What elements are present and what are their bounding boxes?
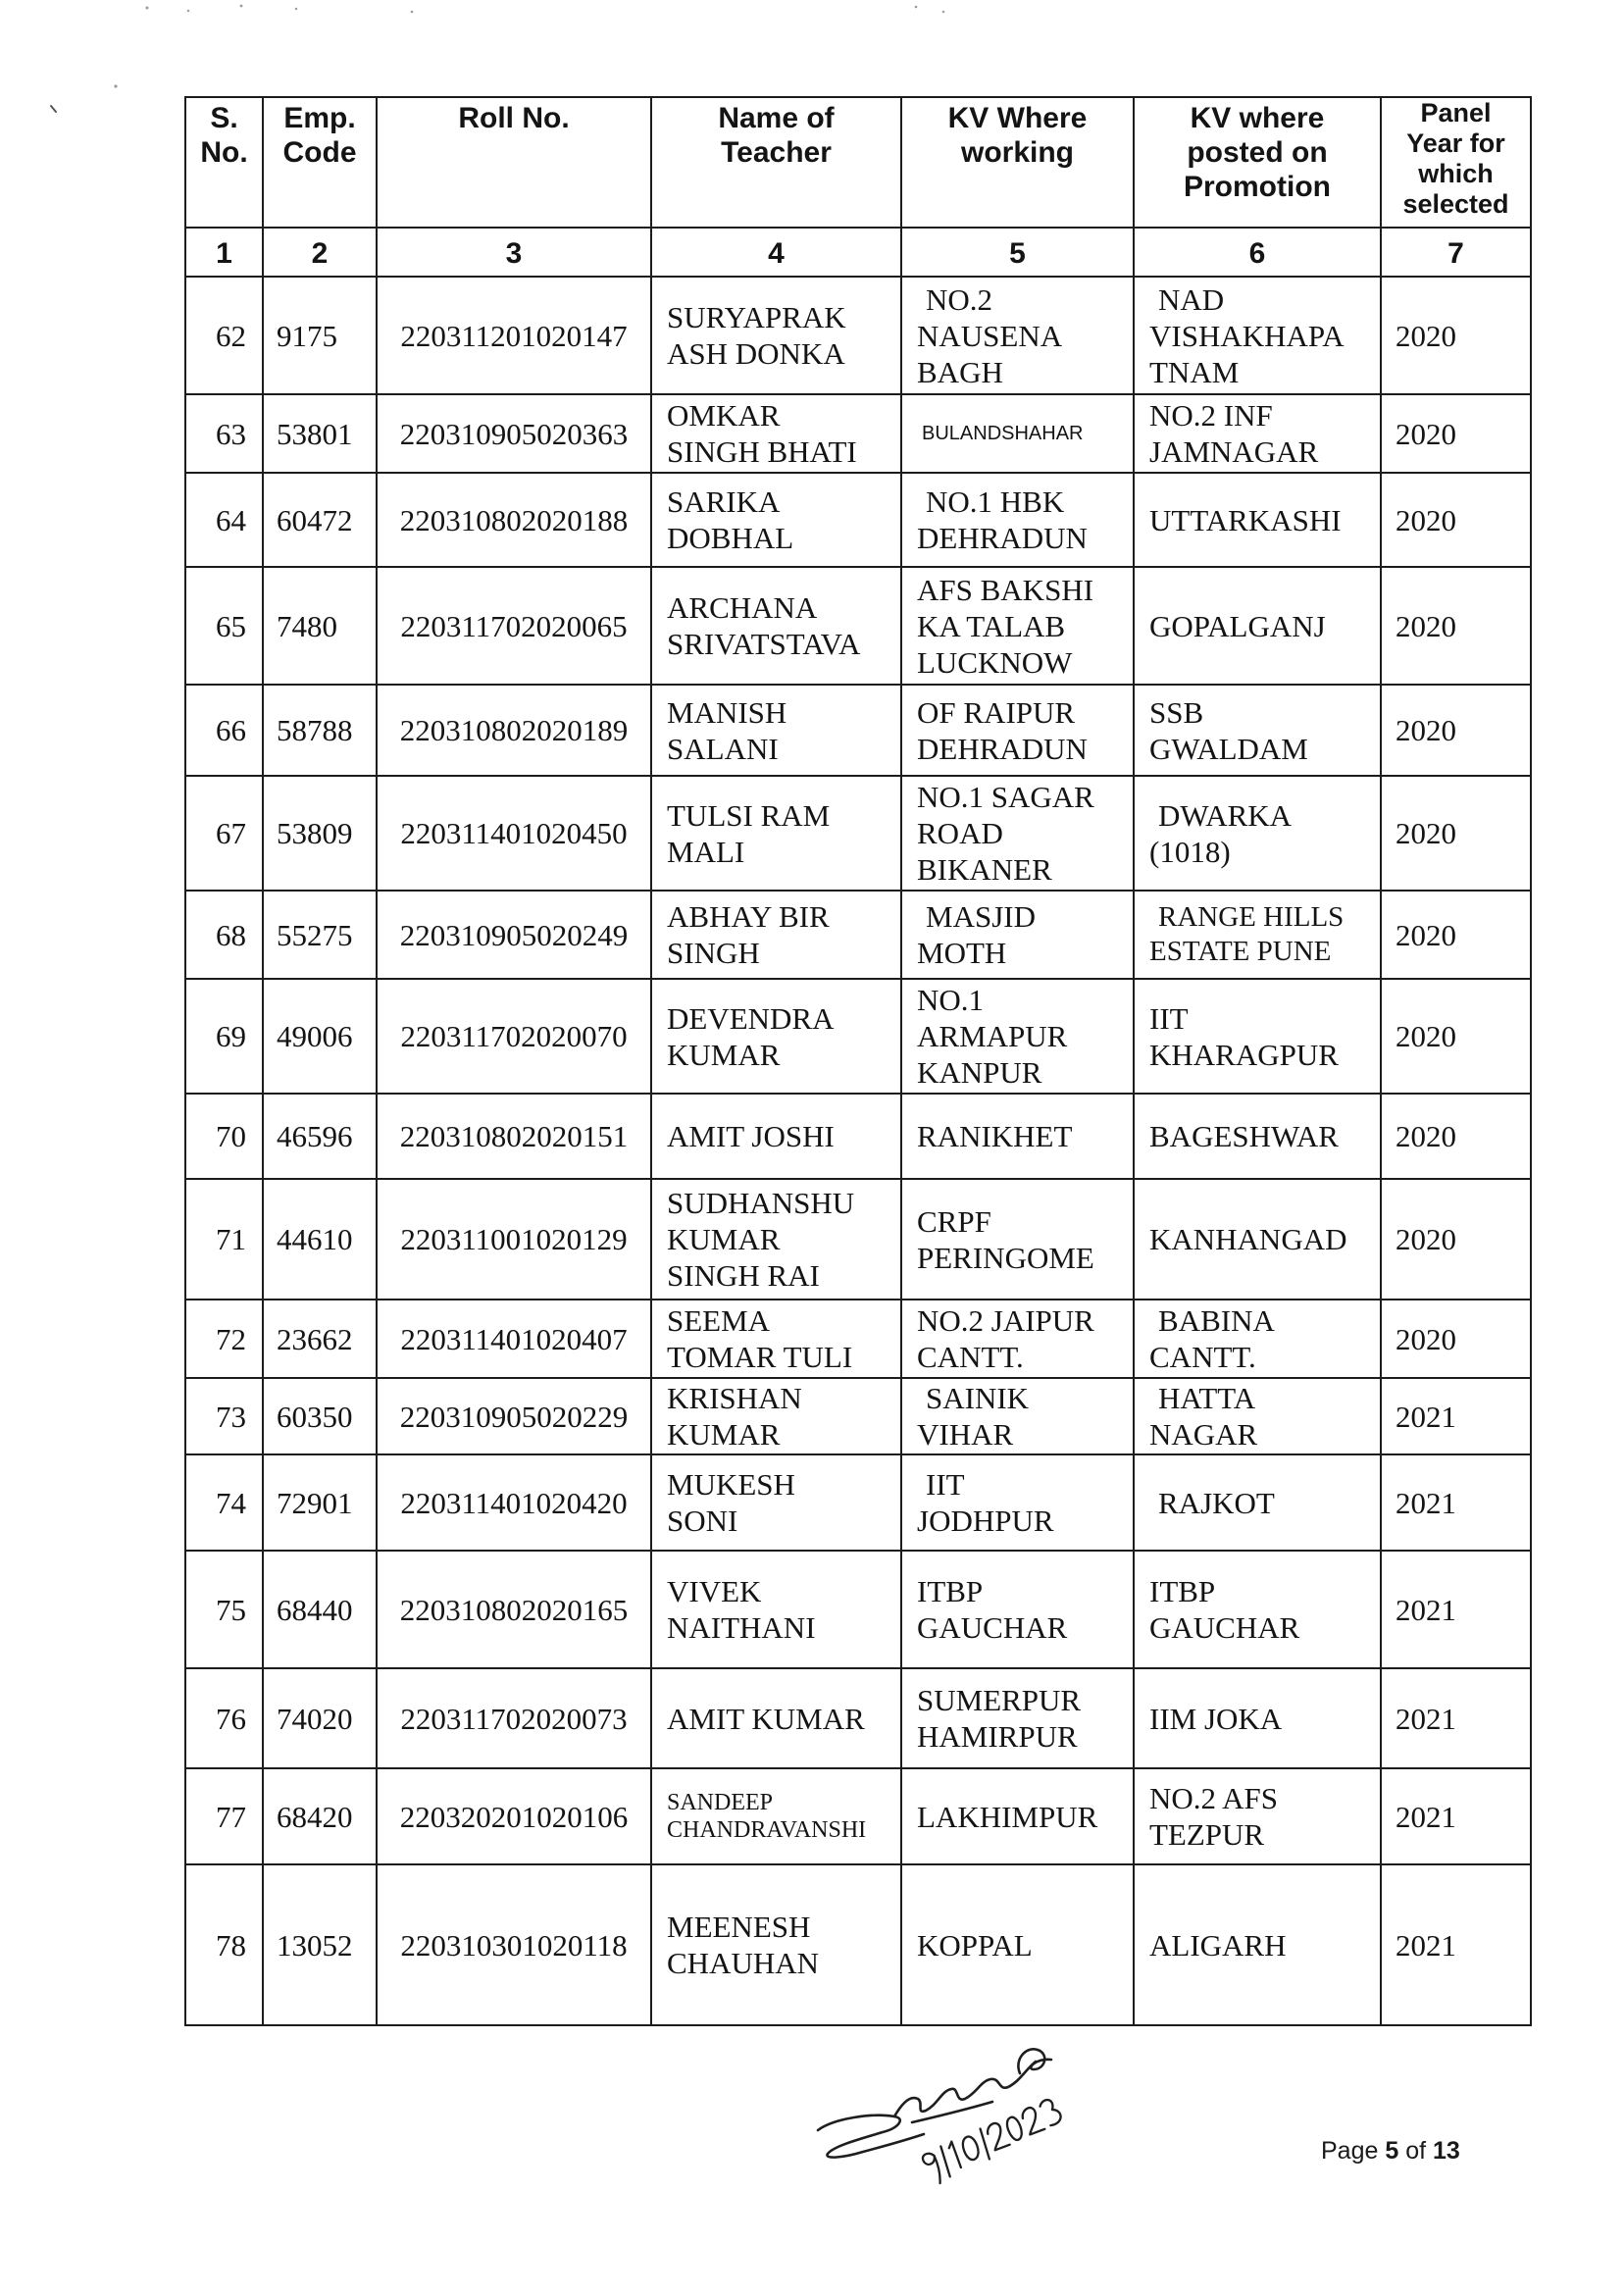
cell-kv-working: SUMERPUR HAMIRPUR [901, 1668, 1134, 1768]
table-row [185, 1551, 1531, 1668]
table-row [185, 1094, 1531, 1179]
cell-kv-working: MASJID MOTH [901, 891, 1134, 979]
cell-kv-promotion: SSB GWALDAM [1134, 685, 1381, 776]
cell-kv-working: LAKHIMPUR [901, 1768, 1134, 1864]
cell-emp-code: 72901 [263, 1454, 377, 1551]
cell-kv-promotion: NAD VISHAKHAPA TNAM [1134, 277, 1381, 394]
cell-roll-number: 220310905020363 [377, 394, 651, 473]
header-teacher-name: Name of Teacher [651, 97, 901, 228]
column-number: 1 [185, 228, 263, 277]
signature [804, 2040, 1098, 2197]
cell-panel-year: 2020 [1381, 1300, 1531, 1378]
column-number: 4 [651, 228, 901, 277]
cell-panel-year: 2021 [1381, 1551, 1531, 1668]
cell-kv-working: NO.2 NAUSENA BAGH [901, 277, 1134, 394]
cell-kv-promotion: NO.2 AFS TEZPUR [1134, 1768, 1381, 1864]
scan-speck [411, 11, 414, 14]
cell-roll-number: 220310301020118 [377, 1864, 651, 2025]
cell-panel-year: 2020 [1381, 776, 1531, 891]
cell-roll-number: 220310905020249 [377, 891, 651, 979]
column-number: 5 [901, 228, 1134, 277]
table-row [185, 979, 1531, 1094]
cell-emp-code: 53809 [263, 776, 377, 891]
cell-kv-promotion: GOPALGANJ [1134, 567, 1381, 685]
cell-serial-number: 78 [185, 1864, 263, 2025]
cell-teacher-name: VIVEK NAITHANI [651, 1551, 901, 1668]
table-row [185, 1454, 1531, 1551]
cell-serial-number: 63 [185, 394, 263, 473]
cell-serial-number: 67 [185, 776, 263, 891]
cell-teacher-name: MANISH SALANI [651, 685, 901, 776]
page-label: Page [1321, 2137, 1379, 2165]
header-row [185, 97, 1531, 228]
column-number: 2 [263, 228, 377, 277]
cell-teacher-name: ABHAY BIR SINGH [651, 891, 901, 979]
cell-kv-working: NO.1 SAGAR ROAD BIKANER [901, 776, 1134, 891]
cell-emp-code: 74020 [263, 1668, 377, 1768]
cell-teacher-name: ARCHANA SRIVATSTAVA [651, 567, 901, 685]
cell-roll-number: 220310905020229 [377, 1378, 651, 1454]
table-row [185, 685, 1531, 776]
cell-teacher-name: DEVENDRA KUMAR [651, 979, 901, 1094]
cell-teacher-name: SANDEEP CHANDRAVANSHI [651, 1768, 901, 1864]
cell-kv-promotion: IIM JOKA [1134, 1668, 1381, 1768]
cell-panel-year: 2020 [1381, 394, 1531, 473]
scan-speck [114, 84, 117, 87]
scan-speck [240, 5, 243, 8]
cell-panel-year: 2020 [1381, 567, 1531, 685]
cell-teacher-name: OMKAR SINGH BHATI [651, 394, 901, 473]
cell-emp-code: 68440 [263, 1551, 377, 1668]
cell-roll-number: 220311702020070 [377, 979, 651, 1094]
cell-kv-working: IIT JODHPUR [901, 1454, 1134, 1551]
promotion-panel-table [184, 96, 1532, 2026]
cell-teacher-name: SEEMA TOMAR TULI [651, 1300, 901, 1378]
cell-panel-year: 2020 [1381, 1179, 1531, 1300]
cell-panel-year: 2020 [1381, 891, 1531, 979]
header-roll-number: Roll No. [377, 97, 651, 228]
cell-emp-code: 23662 [263, 1300, 377, 1378]
cell-roll-number: 220311401020420 [377, 1454, 651, 1551]
cell-kv-working: ITBP GAUCHAR [901, 1551, 1134, 1668]
scan-speck [942, 11, 944, 13]
table-row [185, 1864, 1531, 2025]
cell-kv-working: NO.2 JAIPUR CANTT. [901, 1300, 1134, 1378]
cell-teacher-name: AMIT KUMAR [651, 1668, 901, 1768]
table-row [185, 776, 1531, 891]
cell-serial-number: 71 [185, 1179, 263, 1300]
cell-kv-promotion: HATTA NAGAR [1134, 1378, 1381, 1454]
cell-serial-number: 73 [185, 1378, 263, 1454]
cell-kv-promotion: KANHANGAD [1134, 1179, 1381, 1300]
table-row [185, 1179, 1531, 1300]
page-number [1321, 2134, 1460, 2167]
table-row [185, 567, 1531, 685]
scan-speck [51, 106, 56, 112]
scan-speck [146, 7, 149, 10]
table-row [185, 277, 1531, 394]
table-row [185, 1300, 1531, 1378]
cell-panel-year: 2021 [1381, 1768, 1531, 1864]
table-row [185, 394, 1531, 473]
cell-kv-promotion: UTTARKASHI [1134, 473, 1381, 567]
cell-teacher-name: SURYAPRAK ASH DONKA [651, 277, 901, 394]
cell-emp-code: 46596 [263, 1094, 377, 1179]
cell-emp-code: 44610 [263, 1179, 377, 1300]
cell-panel-year: 2021 [1381, 1454, 1531, 1551]
cell-kv-working: RANIKHET [901, 1094, 1134, 1179]
cell-roll-number: 220310802020189 [377, 685, 651, 776]
page-of-label: of [1405, 2137, 1427, 2165]
cell-kv-working: BULANDSHAHAR [901, 394, 1134, 473]
cell-kv-working: NO.1 HBK DEHRADUN [901, 473, 1134, 567]
cell-kv-working: SAINIK VIHAR [901, 1378, 1134, 1454]
cell-panel-year: 2020 [1381, 277, 1531, 394]
cell-roll-number: 220311001020129 [377, 1179, 651, 1300]
cell-serial-number: 76 [185, 1668, 263, 1768]
cell-roll-number: 220310802020151 [377, 1094, 651, 1179]
cell-panel-year: 2020 [1381, 979, 1531, 1094]
cell-serial-number: 77 [185, 1768, 263, 1864]
header-panel-year: Panel Year for which selected [1381, 97, 1531, 228]
cell-kv-promotion: NO.2 INF JAMNAGAR [1134, 394, 1381, 473]
cell-serial-number: 70 [185, 1094, 263, 1179]
table-row [185, 1668, 1531, 1768]
cell-serial-number: 69 [185, 979, 263, 1094]
cell-teacher-name: SUDHANSHU KUMAR SINGH RAI [651, 1179, 901, 1300]
table-row [185, 1378, 1531, 1454]
cell-emp-code: 13052 [263, 1864, 377, 2025]
cell-kv-working: OF RAIPUR DEHRADUN [901, 685, 1134, 776]
header-kv-working: KV Where working [901, 97, 1134, 228]
column-number: 6 [1134, 228, 1381, 277]
cell-serial-number: 68 [185, 891, 263, 979]
cell-emp-code: 55275 [263, 891, 377, 979]
cell-serial-number: 66 [185, 685, 263, 776]
cell-kv-promotion: ITBP GAUCHAR [1134, 1551, 1381, 1668]
cell-serial-number: 65 [185, 567, 263, 685]
cell-roll-number: 220311702020073 [377, 1668, 651, 1768]
cell-emp-code: 53801 [263, 394, 377, 473]
cell-teacher-name: TULSI RAM MALI [651, 776, 901, 891]
cell-panel-year: 2020 [1381, 685, 1531, 776]
cell-emp-code: 58788 [263, 685, 377, 776]
signature-date [921, 2097, 1066, 2186]
cell-panel-year: 2020 [1381, 473, 1531, 567]
cell-serial-number: 62 [185, 277, 263, 394]
current-page: 5 [1385, 2137, 1399, 2165]
cell-panel-year: 2021 [1381, 1378, 1531, 1454]
cell-kv-promotion: RAJKOT [1134, 1454, 1381, 1551]
cell-teacher-name: MEENESH CHAUHAN [651, 1864, 901, 2025]
scan-speck [295, 8, 297, 10]
header-serial-number: S. No. [185, 97, 263, 228]
cell-kv-working: KOPPAL [901, 1864, 1134, 2025]
cell-kv-promotion: RANGE HILLS ESTATE PUNE [1134, 891, 1381, 979]
cell-roll-number: 220311702020065 [377, 567, 651, 685]
table-body [185, 277, 1531, 2025]
cell-kv-promotion: BABINA CANTT. [1134, 1300, 1381, 1378]
cell-kv-promotion: ALIGARH [1134, 1864, 1381, 2025]
cell-emp-code: 60350 [263, 1378, 377, 1454]
scan-speck [187, 10, 189, 12]
header-kv-promotion: KV where posted on Promotion [1134, 97, 1381, 228]
cell-roll-number: 220310802020188 [377, 473, 651, 567]
cell-teacher-name: MUKESH SONI [651, 1454, 901, 1551]
header-emp-code: Emp. Code [263, 97, 377, 228]
cell-roll-number: 220311201020147 [377, 277, 651, 394]
cell-roll-number: 220311401020407 [377, 1300, 651, 1378]
cell-teacher-name: SARIKA DOBHAL [651, 473, 901, 567]
cell-kv-promotion: DWARKA (1018) [1134, 776, 1381, 891]
column-number: 7 [1381, 228, 1531, 277]
column-number: 3 [377, 228, 651, 277]
table-row [185, 891, 1531, 979]
cell-roll-number: 220320201020106 [377, 1768, 651, 1864]
cell-kv-promotion: BAGESHWAR [1134, 1094, 1381, 1179]
cell-emp-code: 60472 [263, 473, 377, 567]
cell-roll-number: 220310802020165 [377, 1551, 651, 1668]
cell-teacher-name: AMIT JOSHI [651, 1094, 901, 1179]
cell-emp-code: 7480 [263, 567, 377, 685]
cell-kv-promotion: IIT KHARAGPUR [1134, 979, 1381, 1094]
cell-serial-number: 72 [185, 1300, 263, 1378]
cell-kv-working: NO.1 ARMAPUR KANPUR [901, 979, 1134, 1094]
scan-speck [915, 6, 918, 9]
cell-teacher-name: KRISHAN KUMAR [651, 1378, 901, 1454]
cell-emp-code: 49006 [263, 979, 377, 1094]
cell-serial-number: 64 [185, 473, 263, 567]
cell-panel-year: 2021 [1381, 1668, 1531, 1768]
cell-panel-year: 2020 [1381, 1094, 1531, 1179]
table-row [185, 1768, 1531, 1864]
cell-kv-working: CRPF PERINGOME [901, 1179, 1134, 1300]
cell-serial-number: 75 [185, 1551, 263, 1668]
cell-serial-number: 74 [185, 1454, 263, 1551]
total-pages: 13 [1433, 2137, 1460, 2165]
cell-emp-code: 68420 [263, 1768, 377, 1864]
signature-stroke [818, 2116, 924, 2158]
column-number-row [185, 228, 1531, 277]
cell-panel-year: 2021 [1381, 1864, 1531, 2025]
cell-kv-working: AFS BAKSHI KA TALAB LUCKNOW [901, 567, 1134, 685]
cell-roll-number: 220311401020450 [377, 776, 651, 891]
cell-emp-code: 9175 [263, 277, 377, 394]
table-row [185, 473, 1531, 567]
